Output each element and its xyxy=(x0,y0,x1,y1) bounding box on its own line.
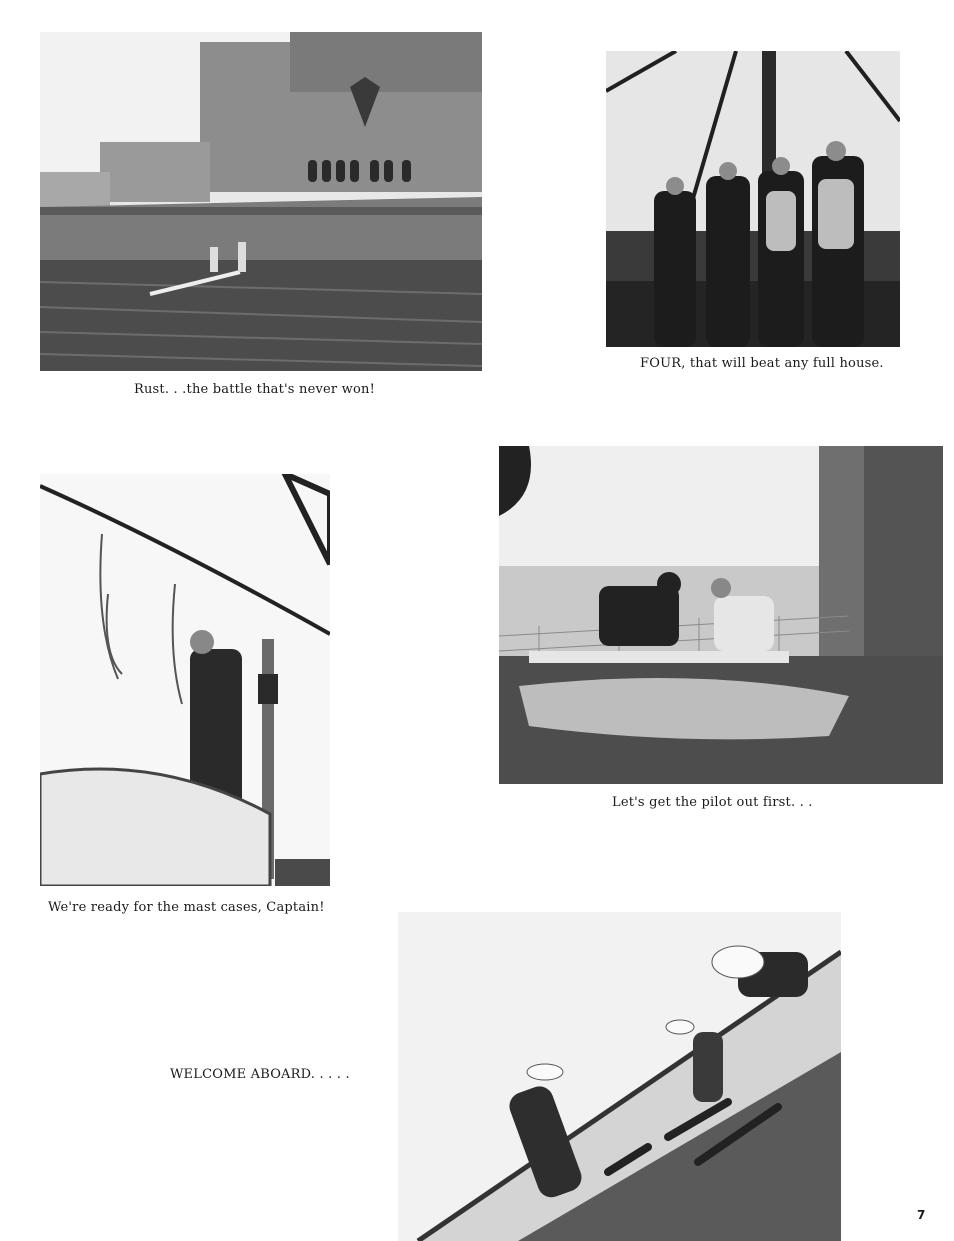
photo-welcome-aboard xyxy=(398,912,841,1241)
photo-ship-hull xyxy=(40,32,482,371)
ship-hull-image xyxy=(40,32,482,371)
drone-deck-image xyxy=(499,446,943,784)
caption-four-sailors: FOUR, that will beat any full house. xyxy=(640,356,884,371)
photo-drone-deck xyxy=(499,446,943,784)
page-number: 7 xyxy=(917,1208,926,1222)
four-sailors-image xyxy=(606,51,900,347)
caption-ship-hull: Rust. . .the battle that's never won! xyxy=(134,382,375,397)
mast-rigging-image xyxy=(40,474,330,886)
welcome-aboard-image xyxy=(398,912,841,1241)
photo-four-sailors xyxy=(606,51,900,347)
photo-mast-rigging xyxy=(40,474,330,886)
caption-welcome-aboard: WELCOME ABOARD. . . . . xyxy=(170,1067,350,1082)
caption-drone-deck: Let's get the pilot out first. . . xyxy=(612,795,813,810)
caption-mast-rigging: We're ready for the mast cases, Captain! xyxy=(48,900,325,915)
